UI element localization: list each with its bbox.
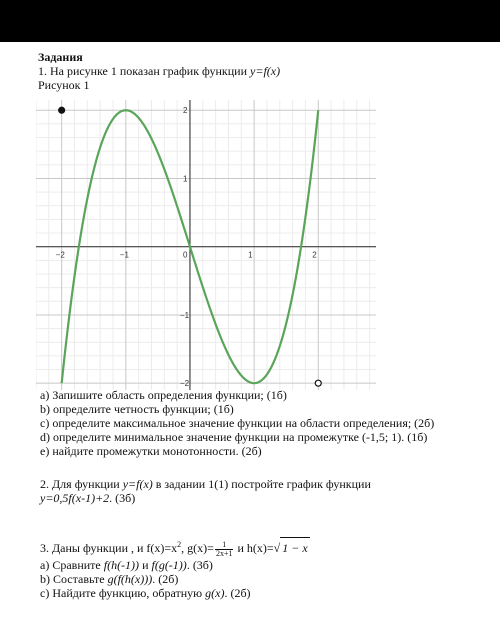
- sqrt-sign: √: [273, 541, 281, 555]
- document-header: [38, 50, 478, 92]
- figure-label: Рисунок 1: [38, 78, 90, 92]
- task1-item-e: e) найдите промежутки монотонности. (2б): [40, 444, 262, 458]
- x-tick-label: 2: [312, 250, 317, 260]
- task1-item-d: d) определите минимальное значение функции на промежутке (-1,5; 1). (1б): [40, 430, 428, 444]
- y-tick-label: −1: [179, 310, 190, 320]
- y-tick-label: 1: [182, 174, 188, 184]
- top-black-bar: [0, 0, 500, 42]
- task1-item-c: c) определите максимальное значение функции на области определения; (2б): [40, 416, 435, 430]
- task3-item-b: b) Составьте g(f(h(x))). (2б): [40, 572, 179, 586]
- task2-block: [40, 477, 371, 505]
- task2-line1: 2. Для функции y=f(x) в задании 1(1) постройте график функции: [40, 477, 371, 491]
- fraction: $\frac{1}{2x+1}$: [215, 539, 233, 558]
- function-graph: [36, 100, 376, 390]
- grid-minor: [36, 100, 376, 390]
- x-tick-label: 0: [182, 250, 188, 260]
- task3-item-c: c) Найдите функцию, обратную g(x). (2б): [40, 586, 251, 600]
- y-tick-label: −2: [179, 379, 190, 389]
- task1-item-a: a) Запишите область определения функции; (1б): [40, 388, 287, 402]
- task2-line2: y=0,5f(x-1)+2. (3б): [40, 491, 136, 505]
- endpoint-filled: [59, 107, 65, 113]
- x-tick-label: −2: [55, 250, 65, 260]
- x-tick-label: −1: [119, 250, 129, 260]
- task3-block: [40, 535, 310, 600]
- task3-intro: 3. Даны функции , и $f(x)=x^2$, g(x)= $\frac{1}{2x+1}$ и h(x)=√ 1 − x: [40, 535, 310, 558]
- task1-items: [40, 388, 434, 458]
- task3-item-a: a) Сравните f(h(-1)) и f(g(-1)). (3б): [40, 558, 213, 572]
- endpoint-open: [315, 380, 321, 386]
- task1-item-b: b) определите четность функции; (1б): [40, 402, 234, 416]
- task1-statement: 1. На рисунке 1 показан график функции y=f(x): [38, 64, 281, 78]
- y-tick-label: 2: [182, 106, 188, 116]
- section-title: Задания: [38, 50, 83, 64]
- x-tick-label: 1: [248, 250, 253, 260]
